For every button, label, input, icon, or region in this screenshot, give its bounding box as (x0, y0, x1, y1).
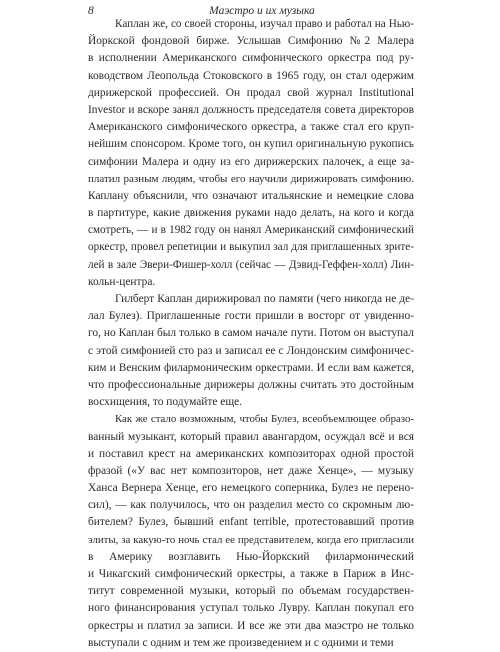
paragraph (88, 16, 414, 291)
text-line: элиты, за какую-то ночь стал ее представителем, когда его пригласили (88, 533, 414, 546)
text-line: кольн-центра. (88, 275, 156, 288)
running-title: Маэстро и их музыка (209, 5, 315, 17)
text-line: с этой симфонией сто раз и записал ее с Лондонским симфоничес- (88, 344, 414, 357)
text-line: Как же стало возможным, чтобы Булез, всеобъемлющее образо- (115, 413, 414, 426)
text-line: симфонии Малера и одну из его дирижерских палочек, а еще за- (88, 155, 414, 168)
paragraph (88, 411, 414, 652)
text-line: ким и Венским филармоническим оркестрами. И если вам кажется, (88, 361, 414, 374)
page-number: 8 (88, 5, 94, 17)
paragraph (88, 291, 414, 411)
text-line: Гилберт Каплан дирижировал по памяти (чего никогда не де- (115, 293, 414, 305)
text-line: и поставил крест на американских композиторах одной простой (88, 447, 414, 460)
text-line: Каплан же, со своей стороны, изучал право и работал на Нью- (115, 18, 414, 30)
text-line: бителем? Булез, бывший enfant terrible, протестовавший против (88, 516, 414, 529)
page-body (88, 16, 414, 652)
text-line: в исполнении Американского симфонического оркестра под ру- (88, 52, 414, 65)
text-line: го, но Каплан был только в самом начале пути. Потом он выступал (88, 327, 414, 340)
text-line: в Америку возглавить Нью-Йоркский филармонический (88, 550, 414, 563)
text-line: сил), — как получилось, что он разделил место со скромным лю- (88, 499, 414, 512)
text-line: дирижерской профессией. Он продал свой журнал Institutional (88, 86, 414, 99)
text-line: и Чикагский симфонический оркестры, а также в Париж в Инс- (88, 568, 414, 580)
text-line: выступали с одним и тем же произведением и с одними и теми (88, 636, 394, 649)
text-line: восхищения, то подумайте еще. (88, 396, 242, 409)
text-line: лал Булез). Приглашенные гости пришли в восторг от увиденно- (88, 310, 414, 323)
text-line: в партитуре, какие движения руками надо делать, на кого и когда (88, 207, 414, 220)
text-line: ководством Леопольда Стоковского в 1965 году, он стал одержим (88, 69, 414, 82)
text-line: лей в зале Эвери-Фишер-холл (сейчас — Дэвид-Геффен-холл) Лин- (88, 258, 414, 271)
text-line: смотреть, — и в 1982 году он нанял Американский симфонический (88, 224, 414, 237)
text-line: ванный музыкант, который правил авангардом, осуждал всё и вся (88, 430, 414, 443)
text-line: нейшим спонсором. Кроме того, он купил оригинальную рукопись (88, 138, 414, 151)
text-line: Ханса Вернера Хенце, его немецкого соперника, Булез не перено- (88, 482, 414, 495)
text-line: ного финансирования уступал только Лувру. Каплан покупал его (88, 602, 414, 615)
text-line: титут современной музыки, который по объемам государствен- (88, 585, 414, 598)
text-line: Американского симфонического оркестра, а также стал его круп- (88, 121, 414, 134)
text-line: что профессиональные дирижеры должны считать это достойным (88, 378, 414, 391)
text-line: фразой («У вас нет композиторов, нет даже Хенце», — музыку (88, 464, 414, 477)
text-line: Йоркской фондовой бирже. Услышав Симфонию №2 Малера (88, 35, 414, 48)
text-line: платил разным людям, чтобы его научили дирижировать симфонию. (88, 172, 414, 185)
text-line: Каплану объяснили, что означают итальянские и немецкие слова (88, 189, 414, 202)
text-line: оркестр, провел репетиции и выкупил зал для приглашенных зрите- (88, 241, 414, 254)
text-line: Investor и вскоре занял должность председателя совета директоров (88, 103, 414, 116)
text-line: оркестры и платил за записи. И все же эти два маэстро не только (88, 619, 414, 632)
